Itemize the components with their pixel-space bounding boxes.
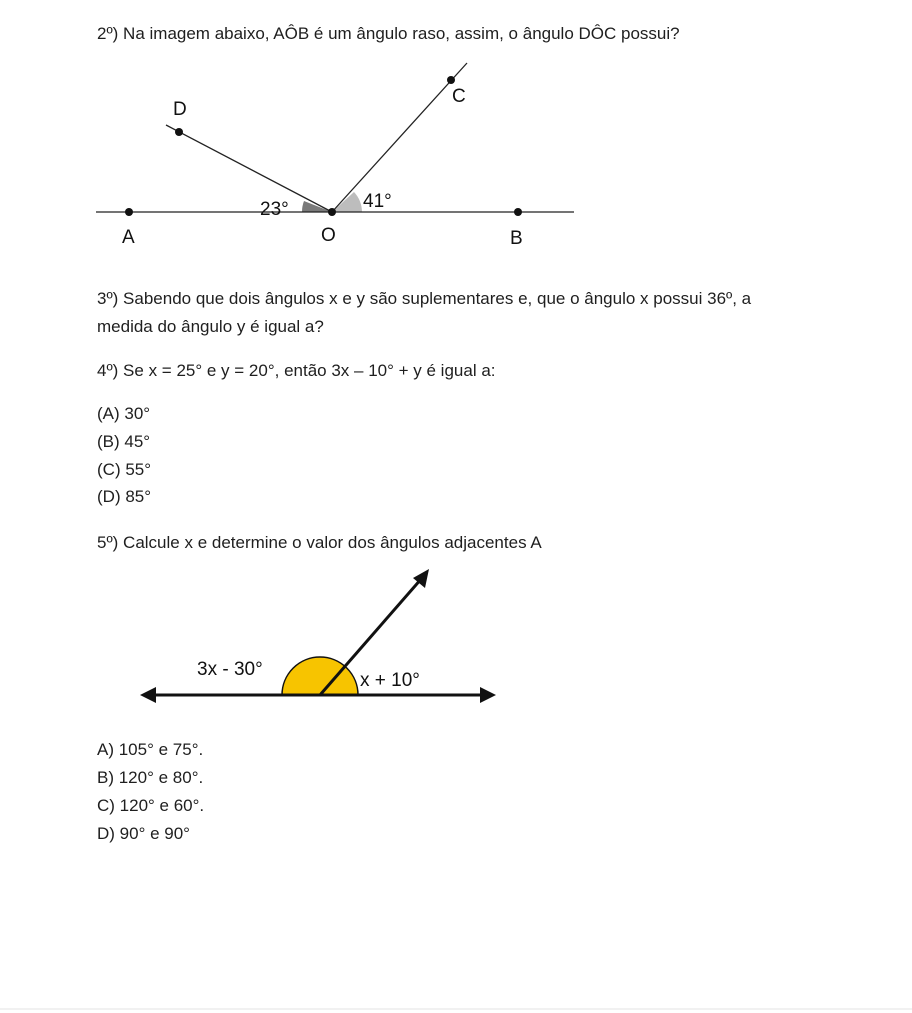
left-arrowhead (140, 687, 156, 703)
angle-label-3x-30: 3x - 30° (197, 659, 263, 680)
label-b: B (510, 228, 523, 249)
angle-label-23: 23° (260, 199, 289, 220)
question-4-option-a: (A) 30° (97, 404, 151, 423)
point-b (514, 208, 522, 216)
question-5-option-b: B) 120° e 80°. (97, 768, 204, 787)
question-4-text: 4º) Se x = 25° e y = 20°, então 3x – 10° + y é igual a: (97, 361, 496, 380)
ray-oc (332, 63, 467, 212)
question-3-line-2: medida do ângulo y é igual a? (97, 317, 324, 336)
question-4-option-d: (D) 85° (97, 487, 152, 506)
question-5-option-a: A) 105° e 75°. (97, 740, 204, 759)
label-d: D (173, 99, 187, 120)
label-o: O (321, 225, 336, 246)
page-bottom-divider (0, 1008, 912, 1010)
question-5-option-d: D) 90° e 90° (97, 824, 190, 843)
question-3-line-1: 3º) Sabendo que dois ângulos x e y são suplementares e, que o ângulo x possui 36º, a (97, 289, 752, 308)
angle-figure-doc (90, 58, 590, 258)
label-c: C (452, 86, 466, 107)
ray-od (166, 125, 332, 212)
question-4-option-c: (C) 55° (97, 460, 152, 479)
question-4-option-b: (B) 45° (97, 432, 151, 451)
point-c (447, 76, 455, 84)
angle-label-41: 41° (363, 191, 392, 212)
adjacent-angles-figure (138, 566, 500, 708)
point-a (125, 208, 133, 216)
label-a: A (122, 227, 135, 248)
point-d (175, 128, 183, 136)
point-o (328, 208, 336, 216)
question-2-text: 2º) Na imagem abaixo, AÔB é um ângulo raso, assim, o ângulo DÔC possui? (97, 24, 680, 43)
question-5-text: 5º) Calcule x e determine o valor dos ângulos adjacentes A (97, 533, 542, 552)
question-5-option-c: C) 120° e 60°. (97, 796, 205, 815)
angle-label-x-10: x + 10° (360, 670, 420, 691)
right-arrowhead (480, 687, 496, 703)
